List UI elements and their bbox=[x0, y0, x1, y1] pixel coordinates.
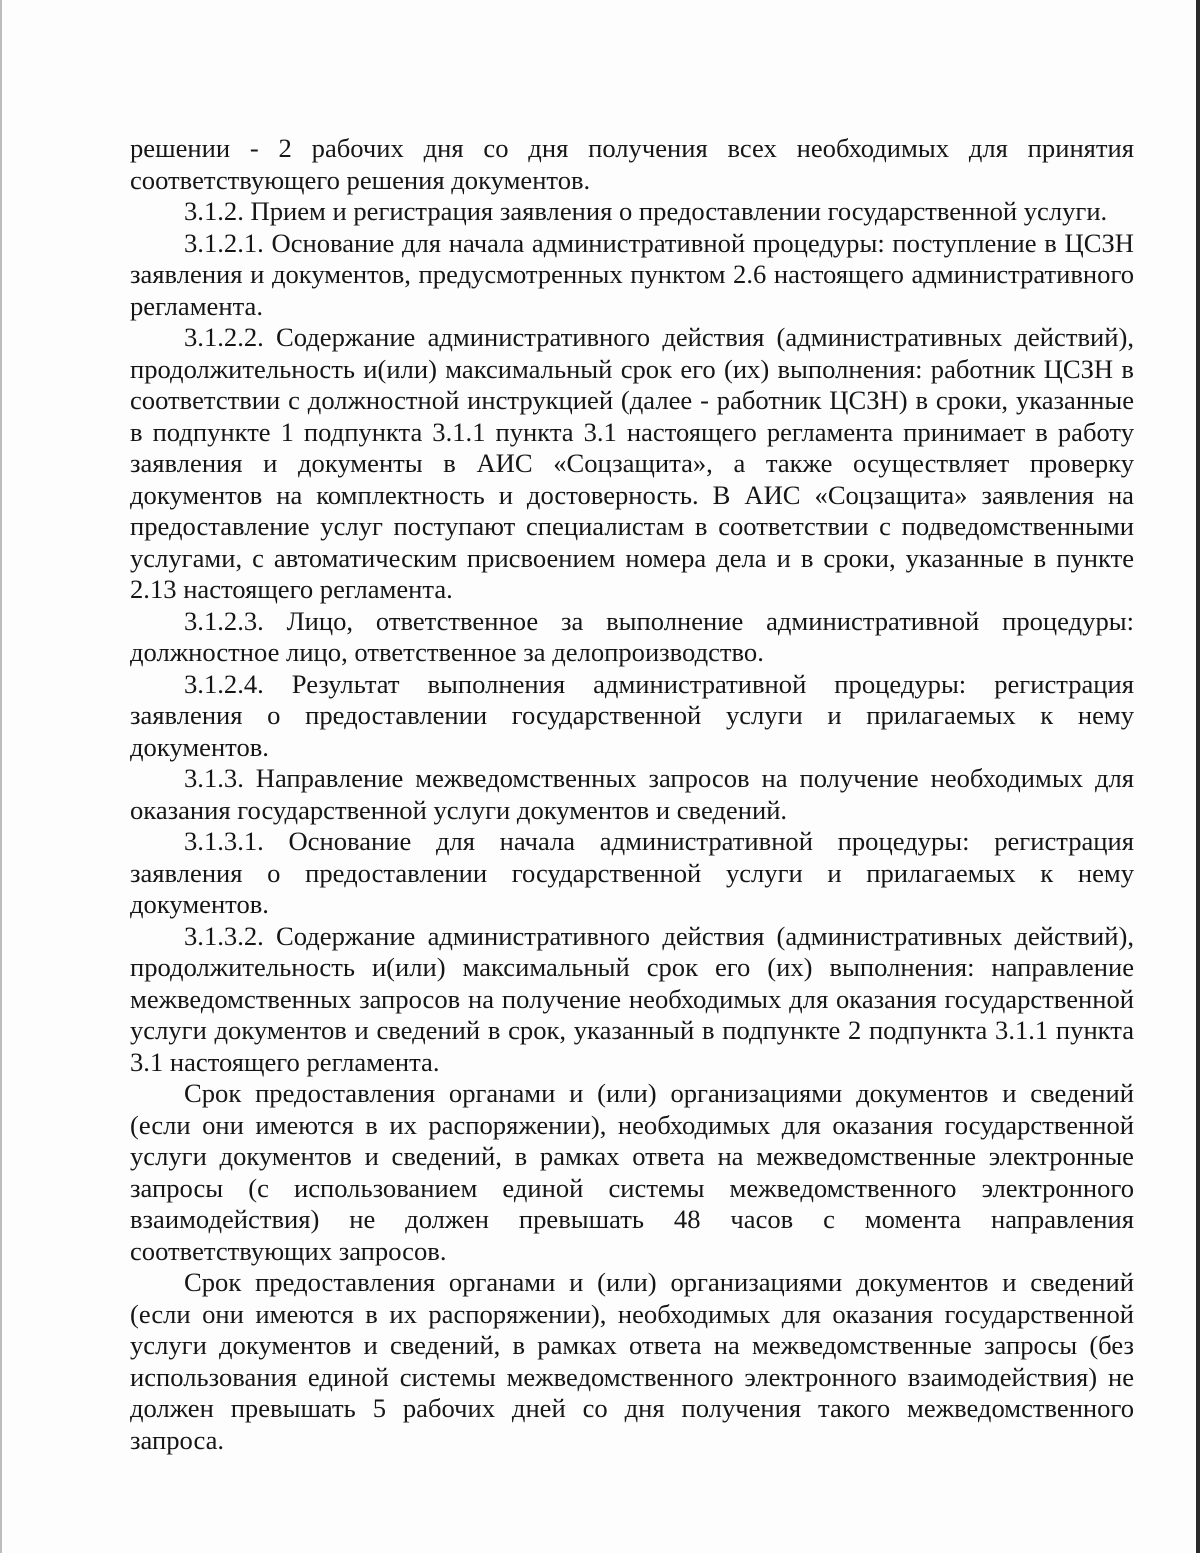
document-body bbox=[130, 133, 1134, 1456]
paragraph-deadline-electronic: Срок предоставления органами и (или) организациями документов и сведений (если они имеются в их распоряжении), необходимых для оказания государственной услуги документов и сведений, в рамках ответа на межведомственные электронные запросы (с использованием единой системы межведомственного электронного взаимодействия) не должен превышать 48 часов с момента направления соответствующих запросов. bbox=[130, 1078, 1134, 1266]
paragraph-deadline-paper: Срок предоставления органами и (или) организациями документов и сведений (если они имеются в их распоряжении), необходимых для оказания государственной услуги документов и сведений, в рамках ответа на межведомственные запросы (без использования единой системы межведомственного электронного взаимодействия) не должен превышать 5 рабочих дней со дня получения такого межведомственного запроса. bbox=[130, 1267, 1134, 1455]
paragraph-3-1-3-2: 3.1.3.2. Содержание административного действия (административных действий), продолжительность и(или) максимальный срок его (их) выполнения: направление межведомственных запросов на получение необходимых для оказания государственной услуги документов и сведений в срок, указанный в подпункте 2 подпункта 3.1.1 пункта 3.1 настоящего регламента. bbox=[130, 920, 1134, 1077]
paragraph-3-1-2-2: 3.1.2.2. Содержание административного действия (административных действий), продолжительность и(или) максимальный срок его (их) выполнения: работник ЦСЗН в соответствии с должностной инструкцией (далее - работник ЦСЗН) в сроки, указанные в подпункте 1 подпункта 3.1.1 пункта 3.1 настоящего регламента принимает в работу заявления и документы в АИС «Соцзащита», а также осуществляет проверку документов на комплектность и достоверность. В АИС «Соцзащита» заявления на предоставление услуг поступают специалистам в соответствии с подведомственными услугами, с автоматическим присвоением номера дела и в сроки, указанные в пункте 2.13 настоящего регламента. bbox=[130, 322, 1134, 604]
paragraph-3-1-2-3: 3.1.2.3. Лицо, ответственное за выполнение административной процедуры: должностное лицо, ответственное за делопроизводство. bbox=[130, 605, 1134, 667]
paragraph-3-1-2-4: 3.1.2.4. Результат выполнения административной процедуры: регистрация заявления о предоставлении государственной услуги и прилагаемых к нему документов. bbox=[130, 668, 1134, 762]
paragraph-3-1-2-1: 3.1.2.1. Основание для начала административной процедуры: поступление в ЦСЗН заявления и документов, предусмотренных пунктом 2.6 настоящего административного регламента. bbox=[130, 227, 1134, 321]
paragraph-3-1-3: 3.1.3. Направление межведомственных запросов на получение необходимых для оказания государственной услуги документов и сведений. bbox=[130, 763, 1134, 825]
paragraph-3-1-2: 3.1.2. Прием и регистрация заявления о предоставлении государственной услуги. bbox=[184, 196, 1108, 226]
paragraph-continuation: решении - 2 рабочих дня со дня получения всех необходимых для принятия соответствующего решения документов. bbox=[130, 133, 1134, 195]
paragraph-3-1-3-1: 3.1.3.1. Основание для начала административной процедуры: регистрация заявления о предоставлении государственной услуги и прилагаемых к нему документов. bbox=[130, 826, 1134, 919]
scan-edge-right bbox=[1196, 0, 1200, 1553]
scan-edge-left bbox=[0, 0, 2, 1553]
